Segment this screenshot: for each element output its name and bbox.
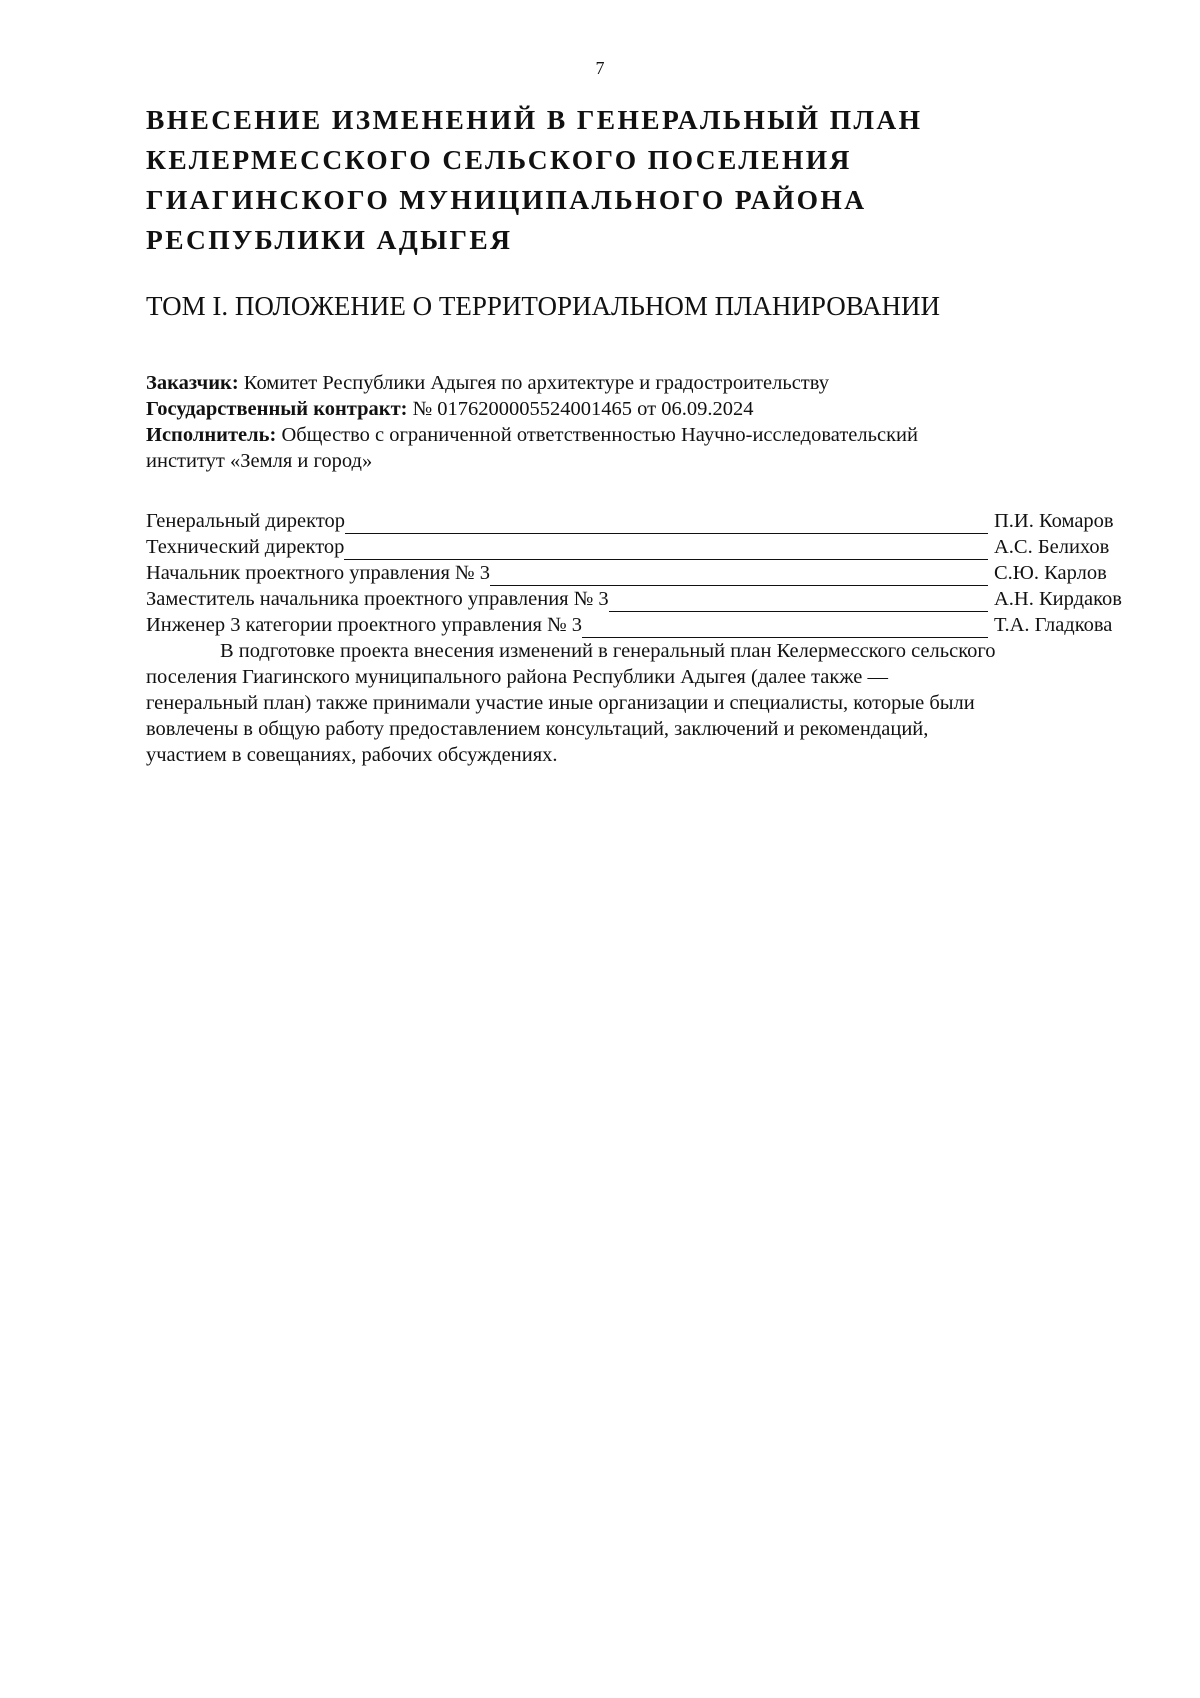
signatory-role: Генеральный директор — [146, 510, 346, 532]
contract-value: № 0176200005524001465 от 06.09.2024 — [412, 398, 754, 420]
signatory-role: Инженер 3 категории проектного управления № 3 — [146, 614, 583, 636]
signatory-name: П.И. Комаров — [994, 510, 1114, 532]
page-number: 7 — [595, 58, 605, 78]
signature-line — [344, 540, 988, 560]
document-title — [146, 100, 1146, 260]
signatory-role: Начальник проектного управления № 3 — [146, 562, 490, 584]
project-details — [146, 370, 1146, 474]
executor-label: Исполнитель: — [146, 424, 277, 446]
document-title-line: ГИАГИНСКОГО МУНИЦИПАЛЬНОГО РАЙОНА — [146, 184, 867, 215]
signature-line — [582, 618, 988, 638]
document-title-line: ВНЕСЕНИЕ ИЗМЕНЕНИЙ В ГЕНЕРАЛЬНЫЙ ПЛАН — [146, 104, 923, 135]
signatory-name: А.С. Белихов — [994, 536, 1110, 558]
signatories-list — [146, 508, 1140, 638]
signature-line — [609, 592, 988, 612]
executor-value-continued: институт «Земля и город» — [146, 450, 373, 472]
signature-line — [490, 566, 988, 586]
signatory-name: С.Ю. Карлов — [994, 562, 1107, 584]
participation-paragraph — [146, 638, 1146, 768]
volume-title: ТОМ I. ПОЛОЖЕНИЕ О ТЕРРИТОРИАЛЬНОМ ПЛАНИРОВАНИИ — [146, 291, 941, 321]
executor-value: Общество с ограниченной ответственностью Научно-исследовательский — [281, 424, 918, 446]
customer-value: Комитет Республики Адыгея по архитектуре и градостроительству — [243, 372, 829, 394]
paragraph-line: поселения Гиагинского муниципального района Республики Адыгея (далее также — — [146, 666, 888, 688]
customer-row — [146, 370, 1146, 396]
signatory-name: Т.А. Гладкова — [994, 614, 1113, 636]
customer-label: Заказчик: — [146, 372, 239, 394]
paragraph-line: В подготовке проекта внесения изменений в генеральный план Келермесского сельского — [220, 640, 996, 662]
signatory-row — [146, 534, 1140, 560]
signatory-role: Технический директор — [146, 536, 345, 558]
signatory-row — [146, 560, 1140, 586]
contract-row — [146, 396, 1146, 422]
executor-row — [146, 422, 1146, 448]
executor-row-continued — [146, 448, 1146, 474]
signatory-row — [146, 586, 1140, 612]
document-title-line: РЕСПУБЛИКИ АДЫГЕЯ — [146, 224, 513, 255]
signatory-name: А.Н. Кирдаков — [994, 588, 1122, 610]
signatory-role: Заместитель начальника проектного управления № 3 — [146, 588, 609, 610]
paragraph-line: участием в совещаниях, рабочих обсуждениях. — [146, 744, 558, 766]
signatory-row — [146, 612, 1140, 638]
paragraph-line: вовлечены в общую работу предоставлением консультаций, заключений и рекомендаций, — [146, 718, 929, 740]
paragraph-line: генеральный план) также принимали участие иные организации и специалисты, которые были — [146, 692, 975, 714]
document-title-line: КЕЛЕРМЕССКОГО СЕЛЬСКОГО ПОСЕЛЕНИЯ — [146, 144, 852, 175]
contract-label: Государственный контракт: — [146, 398, 408, 420]
signatory-row — [146, 508, 1140, 534]
signature-line — [345, 514, 988, 534]
